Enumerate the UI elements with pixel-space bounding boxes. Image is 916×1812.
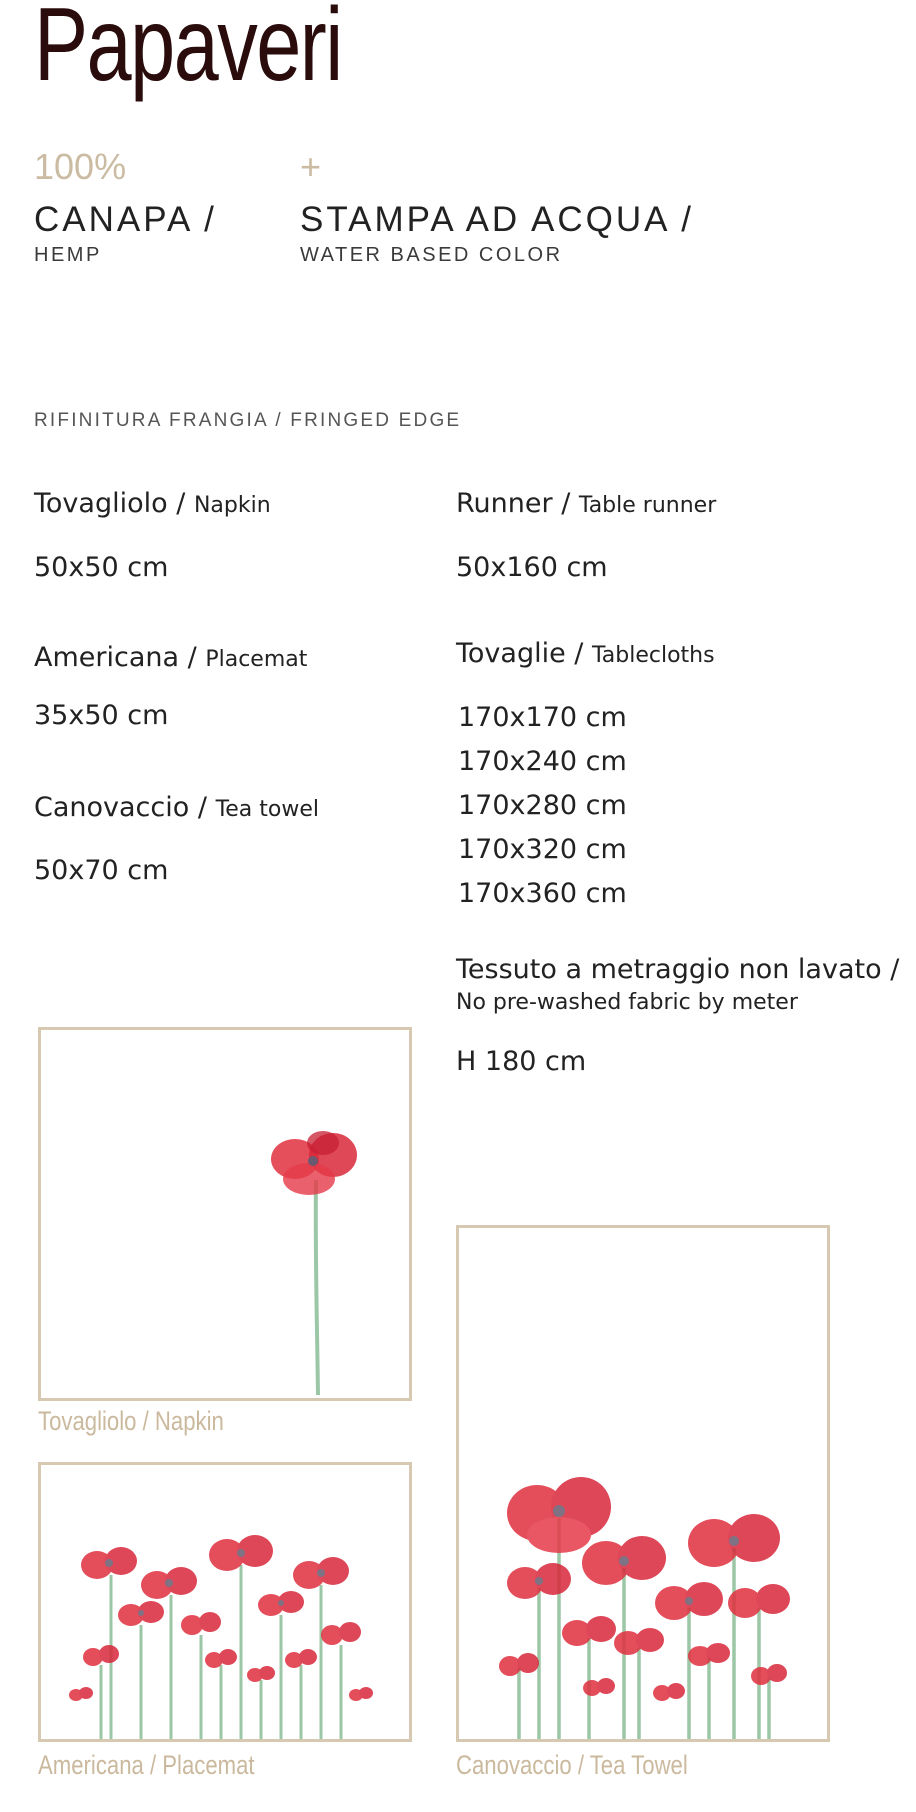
caption-teatowel: Canovaccio / Tea Towel [456, 1750, 688, 1780]
tablecloth-sizes-list [458, 696, 627, 916]
product-runner-size: 50x160 cm [456, 552, 608, 583]
caption-napkin: Tovagliolo / Napkin [38, 1406, 224, 1436]
product-tablecloths-name: Tovaglie / Tablecloths [456, 638, 715, 669]
tablecloth-size: 170x240 cm [458, 746, 627, 777]
product-fabric-name: Tessuto a metraggio non lavato / [456, 954, 900, 985]
poppy-field-illustration [41, 1465, 409, 1739]
print-italian: STAMPA AD ACQUA / [300, 200, 694, 239]
composition-percent: 100% [34, 146, 127, 187]
product-placemat-name: Americana / Placemat [34, 642, 308, 673]
product-runner-name: Runner / Table runner [456, 488, 717, 519]
composition-plus: + [300, 146, 322, 187]
page-title: Papaveri [34, 0, 342, 103]
material-italian: CANAPA / [34, 200, 217, 239]
product-napkin-size: 50x50 cm [34, 552, 169, 583]
caption-placemat: Americana / Placemat [38, 1750, 255, 1780]
teatowel-image [456, 1225, 830, 1742]
tablecloth-size: 170x360 cm [458, 878, 627, 909]
napkin-image [38, 1027, 412, 1401]
product-napkin-name: Tovagliolo / Napkin [34, 488, 271, 519]
material-english: HEMP [34, 244, 102, 266]
poppy-bouquet-illustration [459, 1228, 827, 1739]
finish-label: RIFINITURA FRANGIA / FRINGED EDGE [34, 410, 462, 431]
placemat-image [38, 1462, 412, 1742]
tablecloth-size: 170x320 cm [458, 834, 627, 865]
print-english: WATER BASED COLOR [300, 244, 563, 266]
product-teatowel-size: 50x70 cm [34, 855, 169, 886]
product-fabric-size: H 180 cm [456, 1046, 587, 1077]
tablecloth-size: 170x170 cm [458, 702, 627, 733]
poppy-illustration [41, 1030, 409, 1398]
product-teatowel-name: Canovaccio / Tea towel [34, 792, 319, 823]
tablecloth-size: 170x280 cm [458, 790, 627, 821]
product-fabric-english: No pre-washed fabric by meter [456, 990, 798, 1015]
product-placemat-size: 35x50 cm [34, 700, 169, 731]
